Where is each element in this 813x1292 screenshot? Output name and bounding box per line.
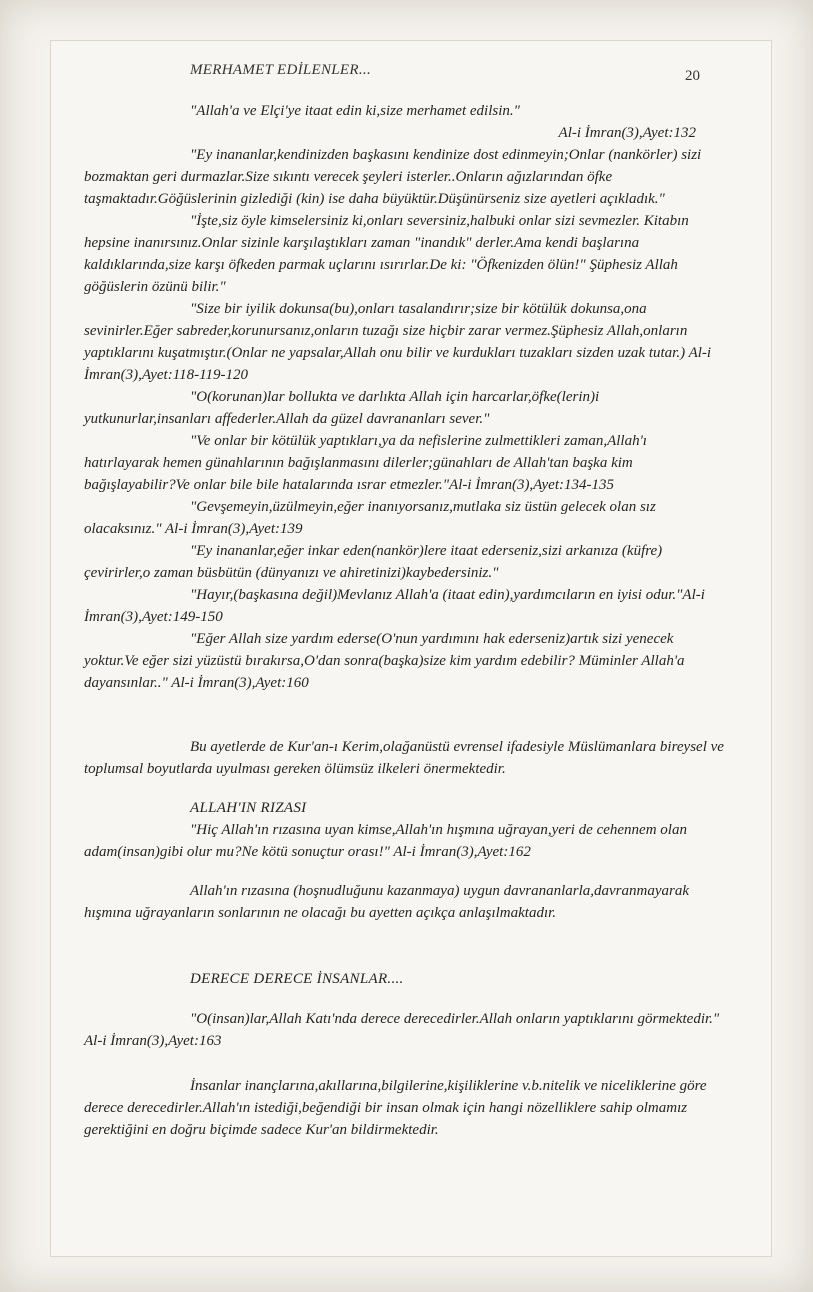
- page-number: 20: [685, 68, 700, 84]
- commentary-paragraph: Allah'ın rızasına (hoşnudluğunu kazanmaya) uygun davrananlarla,davranmayarak hışmına uğrayanların sonlarının ne olacağı bu ayetten açıkça anlaşılmaktadır.: [84, 883, 690, 921]
- verse-paragraph: "Eğer Allah size yardım ederse(O'nun yardımını hak ederseniz)artık sizi yenecek yoktur.Ve eğer sizi yüzüstü bırakırsa,O'dan sonra(başka)size kim yardım edebilir? Müminler Allah'a dayansınlar.." Al-i İmran(3),Ayet:160: [84, 631, 685, 691]
- commentary-block: [84, 880, 724, 924]
- verse-paragraph: "İşte,siz öyle kimselersiniz ki,onları seversiniz,halbuki onlar sizi sevmezler. Kitabın hepsine inanırsınız.Onlar sizinle karşılaştıkları zaman "inandık" derler.Ama kendi başlarına kaldıklarında,size karşı öfkeden parmak uçlarını ısırırlar.De ki: "Öfkenizden ölün!" Şüphesiz Allah göğüslerin özünü bilir.": [84, 213, 689, 295]
- section-rizasi: [84, 797, 724, 863]
- verse-paragraph: "Hiç Allah'ın rızasına uyan kimse,Allah'ın hışmına uğrayan,yeri de cehennem olan adam(insan)gibi olur mu?Ne kötü sonuçtur orası!" Al-i İmran(3),Ayet:162: [84, 822, 687, 860]
- verse-paragraph: "Allah'a ve Elçi'ye itaat edin ki,size merhamet edilsin.": [190, 103, 520, 119]
- section-heading: ALLAH'IN RIZASI: [190, 800, 307, 816]
- verse-paragraph: "Ey inananlar,eğer inkar eden(nankör)lere itaat ederseniz,sizi arkanıza (küfre) çevirirler,o zaman büsbütün (dünyanızı ve ahiretinizi)kaybedersiniz.": [84, 543, 663, 581]
- section-derece: [84, 968, 724, 990]
- commentary-block: [84, 736, 724, 780]
- section-heading: DERECE DERECE İNSANLAR....: [190, 971, 404, 987]
- verse-paragraph: "Hayır,(başkasına değil)Mevlanız Allah'a (itaat edin),yardımcıların en iyisi odur."Al-i İmran(3),Ayet:149-150: [84, 587, 705, 625]
- verse-paragraph: "O(insan)lar,Allah Katı'nda derece derecedirler.Allah onların yaptıklarını görmektedir." Al-i İmran(3),Ayet:163: [84, 1011, 720, 1049]
- verse-paragraph: "Ey inananlar,kendinizden başkasını kendinize dost edinmeyin;Onlar (nankörler) sizi bozmaktan geri durmazlar.Size sıkıntı verecek şeyleri isterler..Onların ağızlarından öfke taşmaktadır.Göğüslerinin gizlediği (kin) ise daha büyüktür.Düşünürseniz size ayetleri açıkladık.": [84, 147, 702, 207]
- verse-block: [84, 1008, 724, 1052]
- running-title: MERHAMET EDİLENLER...: [190, 62, 372, 78]
- verse-paragraph: "Size bir iyilik dokunsa(bu),onları tasalandırır;size bir kötülük dokunsa,ona sevinirler.Eğer sabreder,korunursanız,onların tuzağı size hiçbir zarar vermez.Şüphesiz Allah,onların yaptıklarını kuşatmıştır.(Onlar ne yapsalar,Allah onu bilir ve kurdukları tuzakları sizden uzak tutar.) Al-i İmran(3),Ayet:118-119-120: [84, 301, 712, 383]
- verse-paragraph: "O(korunan)lar bollukta ve darlıkta Allah için harcarlar,öfke(lerin)i yutkunurlar,insanları affederler.Allah da güzel davrananları sever.": [84, 389, 600, 427]
- commentary-paragraph: Bu ayetlerde de Kur'an-ı Kerim,olağanüstü evrensel ifadesiyle Müslümanlara bireysel ve toplumsal boyutlarda uyulması gereken ölümsüz ilkeleri önermektedir.: [84, 739, 724, 777]
- verse-paragraph: "Gevşemeyin,üzülmeyin,eğer inanıyorsanız,mutlaka siz üstün gelecek olan sız olacaksınız." Al-i İmran(3),Ayet:139: [84, 499, 656, 537]
- verse-paragraph: "Ve onlar bir kötülük yaptıkları,ya da nefislerine zulmettikleri zaman,Allah'ı hatırlayarak hemen günahlarının bağışlanmasını dilerler;günahları de Allah'tan başka kim bağışlayabilir?Ve onlar bile bile hatalarında ısrar etmezler."Al-i İmran(3),Ayet:134-135: [84, 433, 647, 493]
- verse-block: [84, 100, 724, 694]
- commentary-paragraph: İnsanlar inançlarına,akıllarına,bilgilerine,kişiliklerine v.b.nitelik ve niceliklerine göre derece derecedirler.Allah'ın istediği,beğendiği bir insan olmak için hangi nözelliklere sahip olmamız gerektiğini en doğru biçimde sadece Kur'an bildirmektedir.: [84, 1078, 707, 1138]
- verse-reference: Al-i İmran(3),Ayet:132: [558, 125, 696, 141]
- page-header: [190, 62, 710, 86]
- commentary-block: [84, 1075, 724, 1141]
